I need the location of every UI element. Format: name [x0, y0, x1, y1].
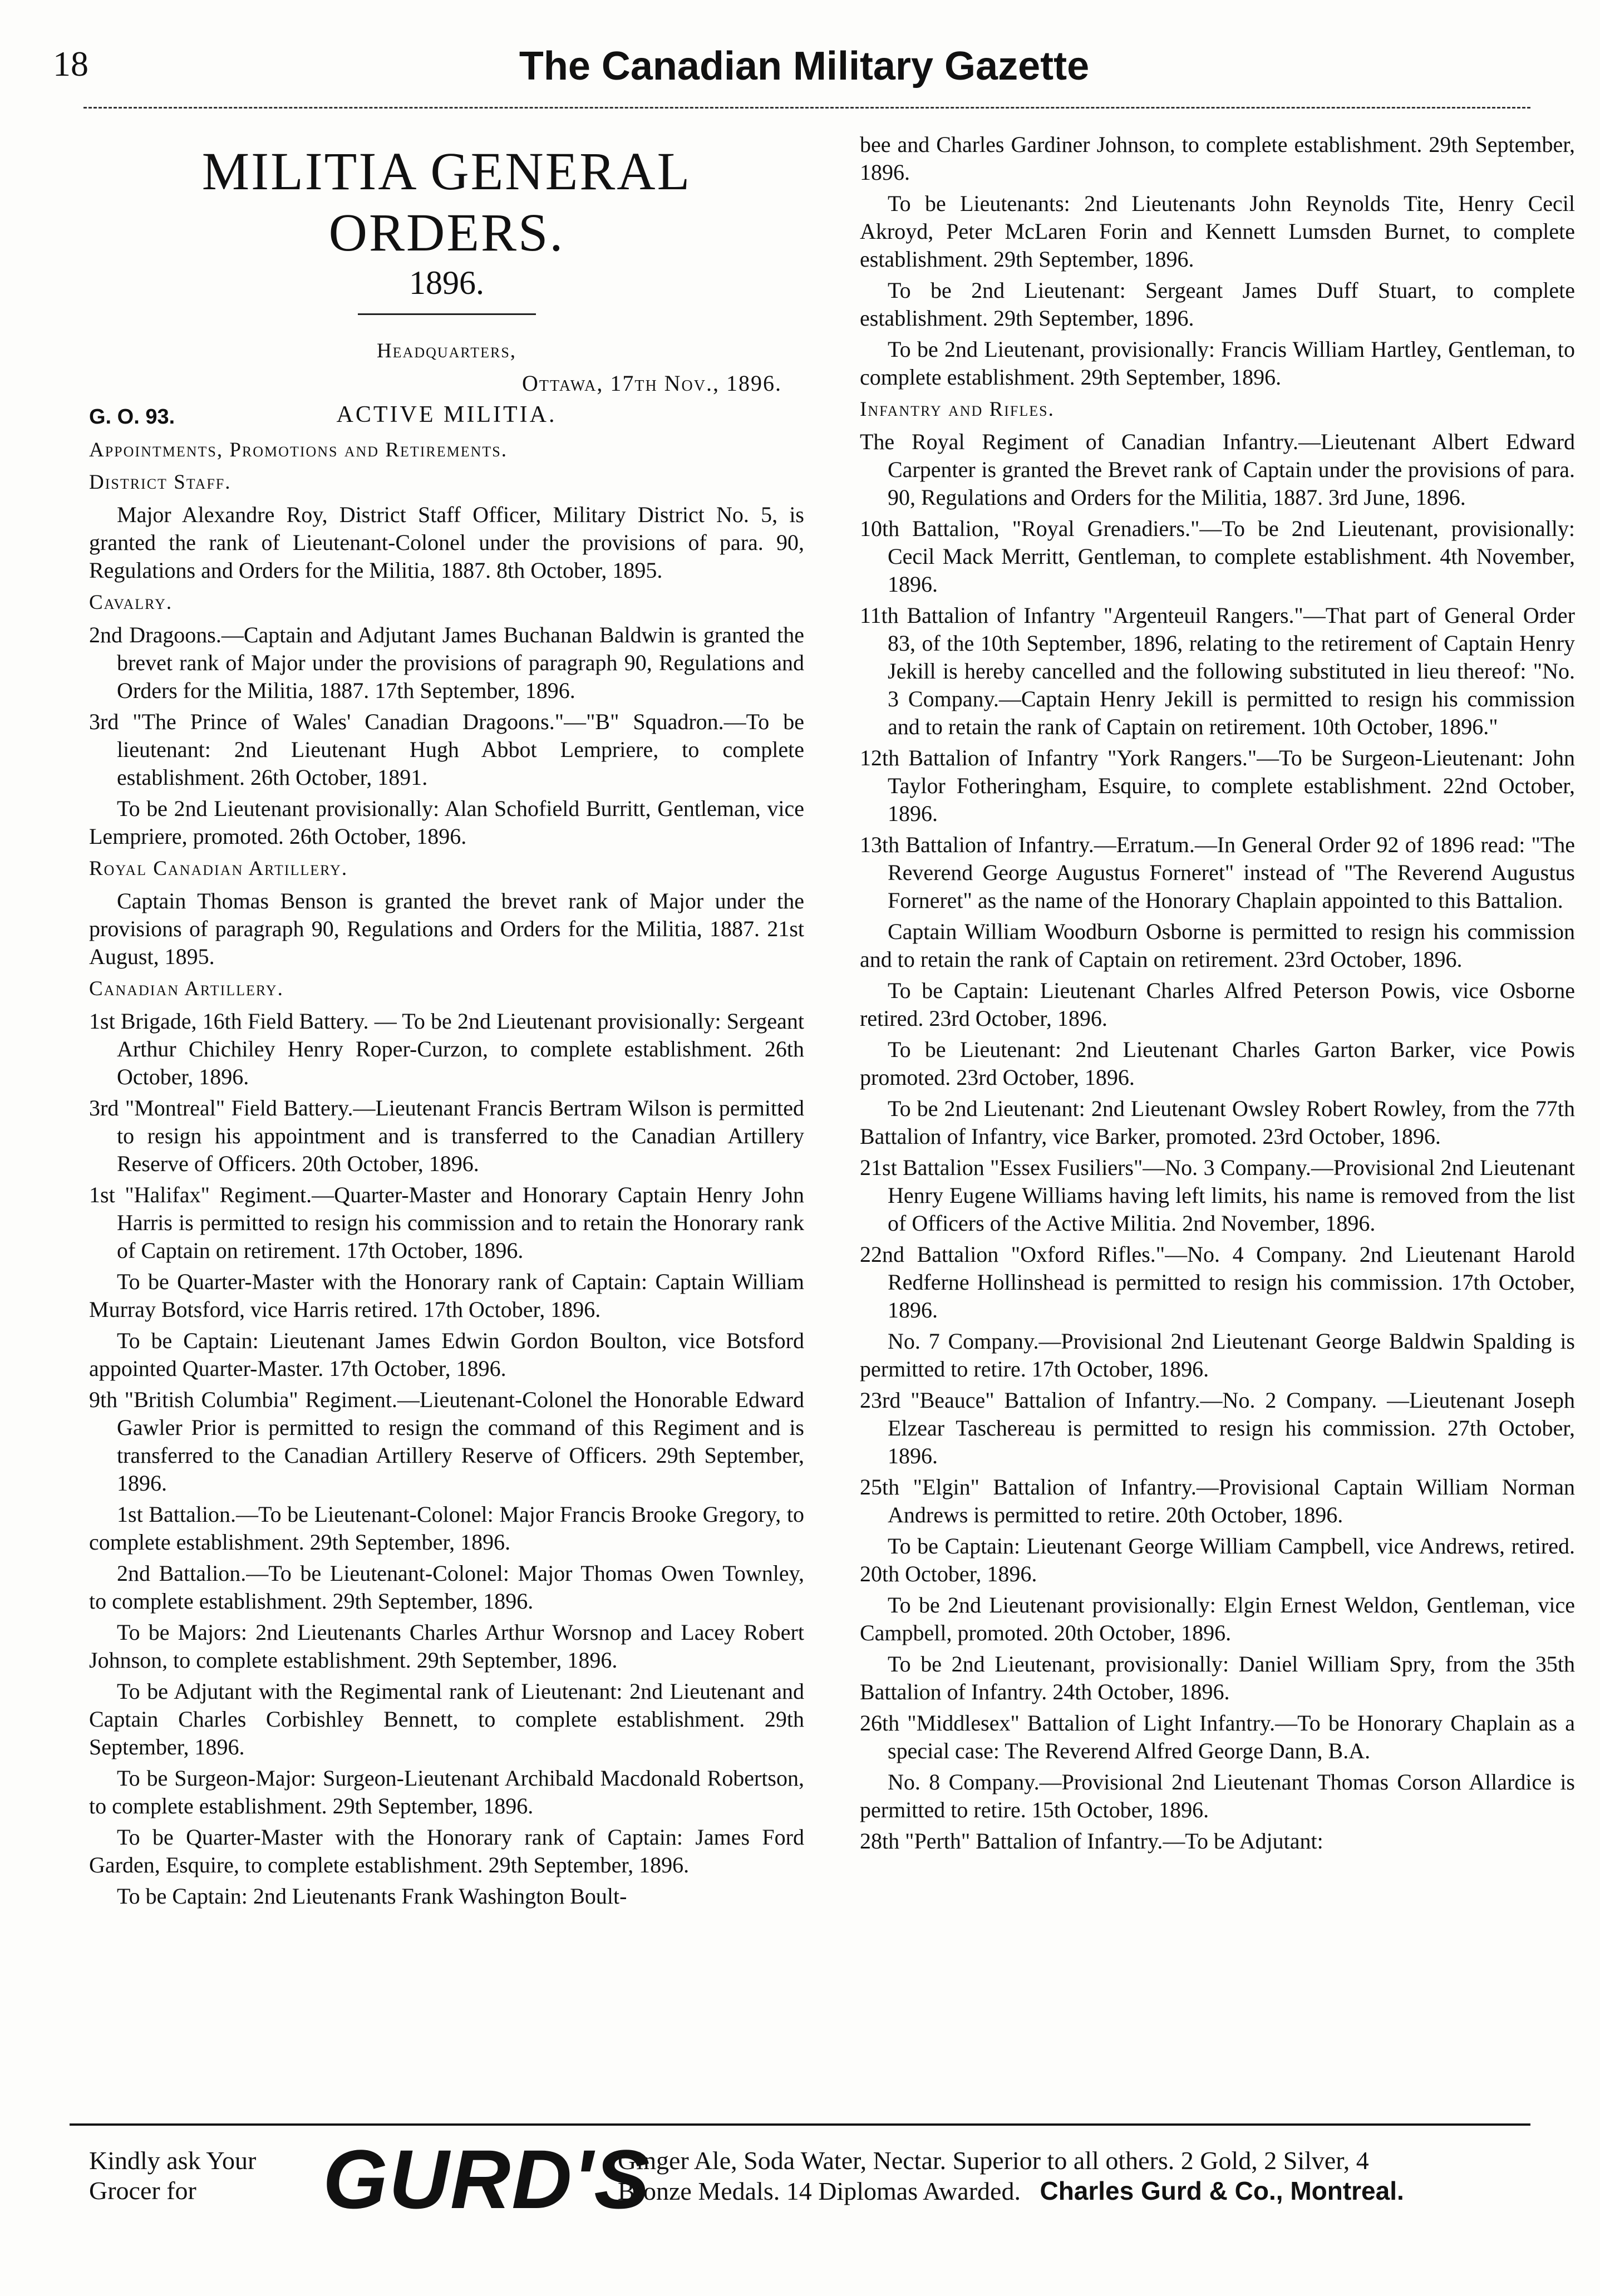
- order-paragraph: To be 2nd Lieutenant, provisionally: Daniel William Spry, from the 35th Battalion of Infantry. 24th October, 1896.: [860, 1651, 1575, 1704]
- order-paragraph: To be Surgeon-Major: Surgeon-Lieutenant Archibald Macdonald Robertson, to complete establishment. 29th September, 1896.: [89, 1766, 804, 1818]
- order-paragraph: No. 7 Company.—Provisional 2nd Lieutenant George Baldwin Spalding is permitted to retire. 17th October, 1896.: [860, 1329, 1575, 1381]
- order-paragraph: No. 8 Company.—Provisional 2nd Lieutenant Thomas Corson Allardice is permitted to retire. 15th October, 1896.: [860, 1769, 1575, 1822]
- page-header: [53, 39, 1555, 106]
- order-paragraph: 1st Brigade, 16th Field Battery. — To be 2nd Lieutenant provisionally: Sergeant Arthur Chichiley Henry Roper-Curzon, to complete establishment. 26th October, 1896.: [89, 1009, 804, 1089]
- order-paragraph: To be Quarter-Master with the Honorary rank of Captain: Captain William Murray Botsford, vice Harris retired. 17th October, 1896.: [89, 1269, 804, 1322]
- order-paragraph: 2nd Battalion.—To be Lieutenant-Colonel: Major Thomas Owen Townley, to complete establishment. 29th September, 1896.: [89, 1561, 804, 1614]
- order-paragraph: 3rd "The Prince of Wales' Canadian Dragoons."—"B" Squadron.—To be lieutenant: 2nd Lieutenant Hugh Abbot Lempriere, to complete establishment. 26th October, 1891.: [89, 709, 804, 790]
- section-heading: District Staff.: [89, 471, 232, 494]
- general-order-line: [89, 401, 804, 432]
- order-paragraph: 1st "Halifax" Regiment.—Quarter-Master and Honorary Captain Henry John Harris is permitted to resign his commission and to retain the Honorary rank of Captain on retirement. 17th October, 1896.: [89, 1182, 804, 1263]
- order-paragraph: 2nd Dragoons.—Captain and Adjutant James Buchanan Baldwin is granted the brevet rank of Major under the provisions of paragraph 90, Regulations and Orders for the Militia, 1887. 17th September, 1896.: [89, 622, 804, 703]
- order-paragraph: To be Captain: Lieutenant James Edwin Gordon Boulton, vice Botsford appointed Quarter-Master. 17th October, 1896.: [89, 1328, 804, 1381]
- order-paragraph: 3rd "Montreal" Field Battery.—Lieutenant Francis Bertram Wilson is permitted to resign his appointment and is transferred to the Canadian Artillery Reserve of Officers. 20th October, 1896.: [89, 1095, 804, 1176]
- order-paragraph: 1st Battalion.—To be Lieutenant-Colonel: Major Francis Brooke Gregory, to complete establishment. 29th September, 1896.: [89, 1502, 804, 1555]
- order-paragraph: Captain Thomas Benson is granted the brevet rank of Major under the provisions of paragraph 90, Regulations and Orders for the Militia, 1887. 21st August, 1895.: [89, 888, 804, 969]
- publication-title: The Canadian Military Gazette: [519, 44, 1090, 89]
- section-heading: Royal Canadian Artillery.: [89, 857, 348, 880]
- title-rule: [358, 313, 536, 315]
- ad-text: [618, 2146, 1542, 2206]
- ad-brand: GURD'S: [323, 2132, 651, 2226]
- ad-ask-text: Kindly ask Your Grocer for: [89, 2146, 257, 2205]
- left-column: [89, 131, 804, 1914]
- order-paragraph: To be Lieutenant: 2nd Lieutenant Charles Garton Barker, vice Powis promoted. 23rd October, 1896.: [860, 1037, 1575, 1090]
- order-paragraph: The Royal Regiment of Canadian Infantry.—Lieutenant Albert Edward Carpenter is granted the Brevet rank of Captain under the provisions of para. 90, Regulations and Orders for the Militia, 1887. 3rd June, 1896.: [860, 429, 1575, 510]
- order-paragraph: 13th Battalion of Infantry.—Erratum.—In General Order 92 of 1896 read: "The Reverend George Augustus Forneret" instead of "The Reverend Augustus Forneret" as the name of the Honorary Chaplain appointed to this Battalion.: [860, 832, 1575, 913]
- order-paragraph: 9th "British Columbia" Regiment.—Lieutenant-Colonel the Honorable Edward Gawler Prior is permitted to resign the command of this Regiment and is transferred to the Canadian Artillery Reserve of Officers. 29th September, 1896.: [89, 1387, 804, 1496]
- order-paragraph: To be 2nd Lieutenant, provisionally: Francis William Hartley, Gentleman, to complete establishment. 29th September, 1896.: [860, 337, 1575, 390]
- order-paragraph: To be Captain: Lieutenant Charles Alfred Peterson Powis, vice Osborne retired. 23rd October, 1896.: [860, 978, 1575, 1031]
- order-paragraph: 25th "Elgin" Battalion of Infantry.—Provisional Captain William Norman Andrews is permitted to retire. 20th October, 1896.: [860, 1474, 1575, 1527]
- ad-medals: Bronze Medals. 14 Diplomas Awarded.: [618, 2177, 1021, 2205]
- order-paragraph: To be Lieutenants: 2nd Lieutenants John Reynolds Tite, Henry Cecil Akroyd, Peter McLaren Forin and Kennett Lumsden Burnet, to complete establishment. 29th September, 1896.: [860, 191, 1575, 272]
- section-heading: ACTIVE MILITIA.: [336, 402, 557, 427]
- ad-line-2: [618, 2176, 1542, 2206]
- subheading: Appointments, Promotions and Retirements.: [89, 439, 508, 461]
- section-heading: Cavalry.: [89, 591, 173, 614]
- order-paragraph: To be 2nd Lieutenant: 2nd Lieutenant Owsley Robert Rowley, from the 77th Battalion of Infantry, vice Barker, promoted. 23rd October, 1896.: [860, 1096, 1575, 1149]
- order-paragraph: To be Adjutant with the Regimental rank of Lieutenant: 2nd Lieutenant and Captain Charles Corbishley Bennett, to complete establishment. 29th September, 1896.: [89, 1679, 804, 1759]
- order-paragraph: 10th Battalion, "Royal Grenadiers."—To be 2nd Lieutenant, provisionally: Cecil Mack Merritt, Gentleman, to complete establishment. 4th November, 1896.: [860, 516, 1575, 597]
- ad-line-1: Ginger Ale, Soda Water, Nectar. Superior to all others. 2 Gold, 2 Silver, 4: [618, 2146, 1369, 2175]
- order-paragraph: To be 2nd Lieutenant: Sergeant James Duff Stuart, to complete establishment. 29th September, 1896.: [860, 278, 1575, 331]
- section-heading: Canadian Artillery.: [89, 977, 284, 1000]
- right-column: [860, 131, 1575, 1859]
- dateline-headquarters: Headquarters,: [376, 340, 517, 362]
- order-paragraph: 23rd "Beauce" Battalion of Infantry.—No. 2 Company. —Lieutenant Joseph Elzear Taschereau is permitted to resign his commission. 27th October, 1896.: [860, 1388, 1575, 1468]
- dateline-ottawa: Ottawa, 17th Nov., 1896.: [521, 371, 782, 396]
- page-number: 18: [53, 44, 88, 83]
- order-paragraph: 28th "Perth" Battalion of Infantry.—To be Adjutant:: [860, 1828, 1323, 1853]
- order-paragraph: To be 2nd Lieutenant provisionally: Alan Schofield Burritt, Gentleman, vice Lempriere, promoted. 26th October, 1896.: [89, 796, 804, 849]
- order-paragraph: bee and Charles Gardiner Johnson, to complete establishment. 29th September, 1896.: [860, 132, 1575, 185]
- order-paragraph: Captain William Woodburn Osborne is permitted to resign his commission and to retain the rank of Captain on retirement. 23rd October, 1896.: [860, 919, 1575, 972]
- order-paragraph: Major Alexandre Roy, District Staff Officer, Military District No. 5, is granted the rank of Lieutenant-Colonel under the provisions of para. 90, Regulations and Orders for the Militia, 1887. 8th October, 1895.: [89, 502, 804, 583]
- order-paragraph: 11th Battalion of Infantry "Argenteuil Rangers."—That part of General Order 83, of the 10th September, 1896, relating to the retirement of Captain Henry Jekill is hereby cancelled and the following substituted in lieu thereof: "No. 3 Company.—Captain Henry Jekill is permitted to resign his commission and to retain the rank of Captain on retirement. 10th October, 1896.": [860, 603, 1575, 739]
- order-paragraph: To be Captain: 2nd Lieutenants Frank Washington Boult-: [117, 1884, 627, 1909]
- article-year: 1896.: [409, 264, 484, 301]
- order-paragraph: 26th "Middlesex" Battalion of Light Infantry.—To be Honorary Chaplain as a special case: The Reverend Alfred George Dann, B.A.: [860, 1710, 1575, 1763]
- order-paragraph: To be 2nd Lieutenant provisionally: Elgin Ernest Weldon, Gentleman, vice Campbell, promoted. 20th October, 1896.: [860, 1592, 1575, 1645]
- order-paragraph: To be Quarter-Master with the Honorary rank of Captain: James Ford Garden, Esquire, to complete establishment. 29th September, 1896.: [89, 1825, 804, 1877]
- order-paragraph: To be Captain: Lieutenant George William Campbell, vice Andrews, retired. 20th October, 1896.: [860, 1533, 1575, 1586]
- order-paragraph: 21st Battalion "Essex Fusiliers"—No. 3 Company.—Provisional 2nd Lieutenant Henry Eugene Williams having left limits, his name is removed from the list of Officers of the Active Militia. 2nd November, 1896.: [860, 1155, 1575, 1236]
- order-paragraph: 22nd Battalion "Oxford Rifles."—No. 4 Company. 2nd Lieutenant Harold Redferne Hollinshead is permitted to resign his commission. 17th October, 1896.: [860, 1242, 1575, 1322]
- ad-maker: Charles Gurd & Co., Montreal.: [1040, 2176, 1404, 2205]
- header-rule: [83, 107, 1530, 109]
- general-order-number: G. O. 93.: [89, 405, 175, 429]
- advertisement: [89, 2132, 1536, 2240]
- order-paragraph: To be Majors: 2nd Lieutenants Charles Arthur Worsnop and Lacey Robert Johnson, to complete establishment. 29th September, 1896.: [89, 1620, 804, 1673]
- article-title: MILITIA GENERAL ORDERS.: [201, 141, 692, 262]
- order-paragraph: 12th Battalion of Infantry "York Rangers."—To be Surgeon-Lieutenant: John Taylor Fotheringham, Esquire, to complete establishment. 22nd October, 1896.: [860, 745, 1575, 826]
- footer-rule: [70, 2123, 1530, 2126]
- section-heading: Infantry and Rifles.: [860, 398, 1055, 421]
